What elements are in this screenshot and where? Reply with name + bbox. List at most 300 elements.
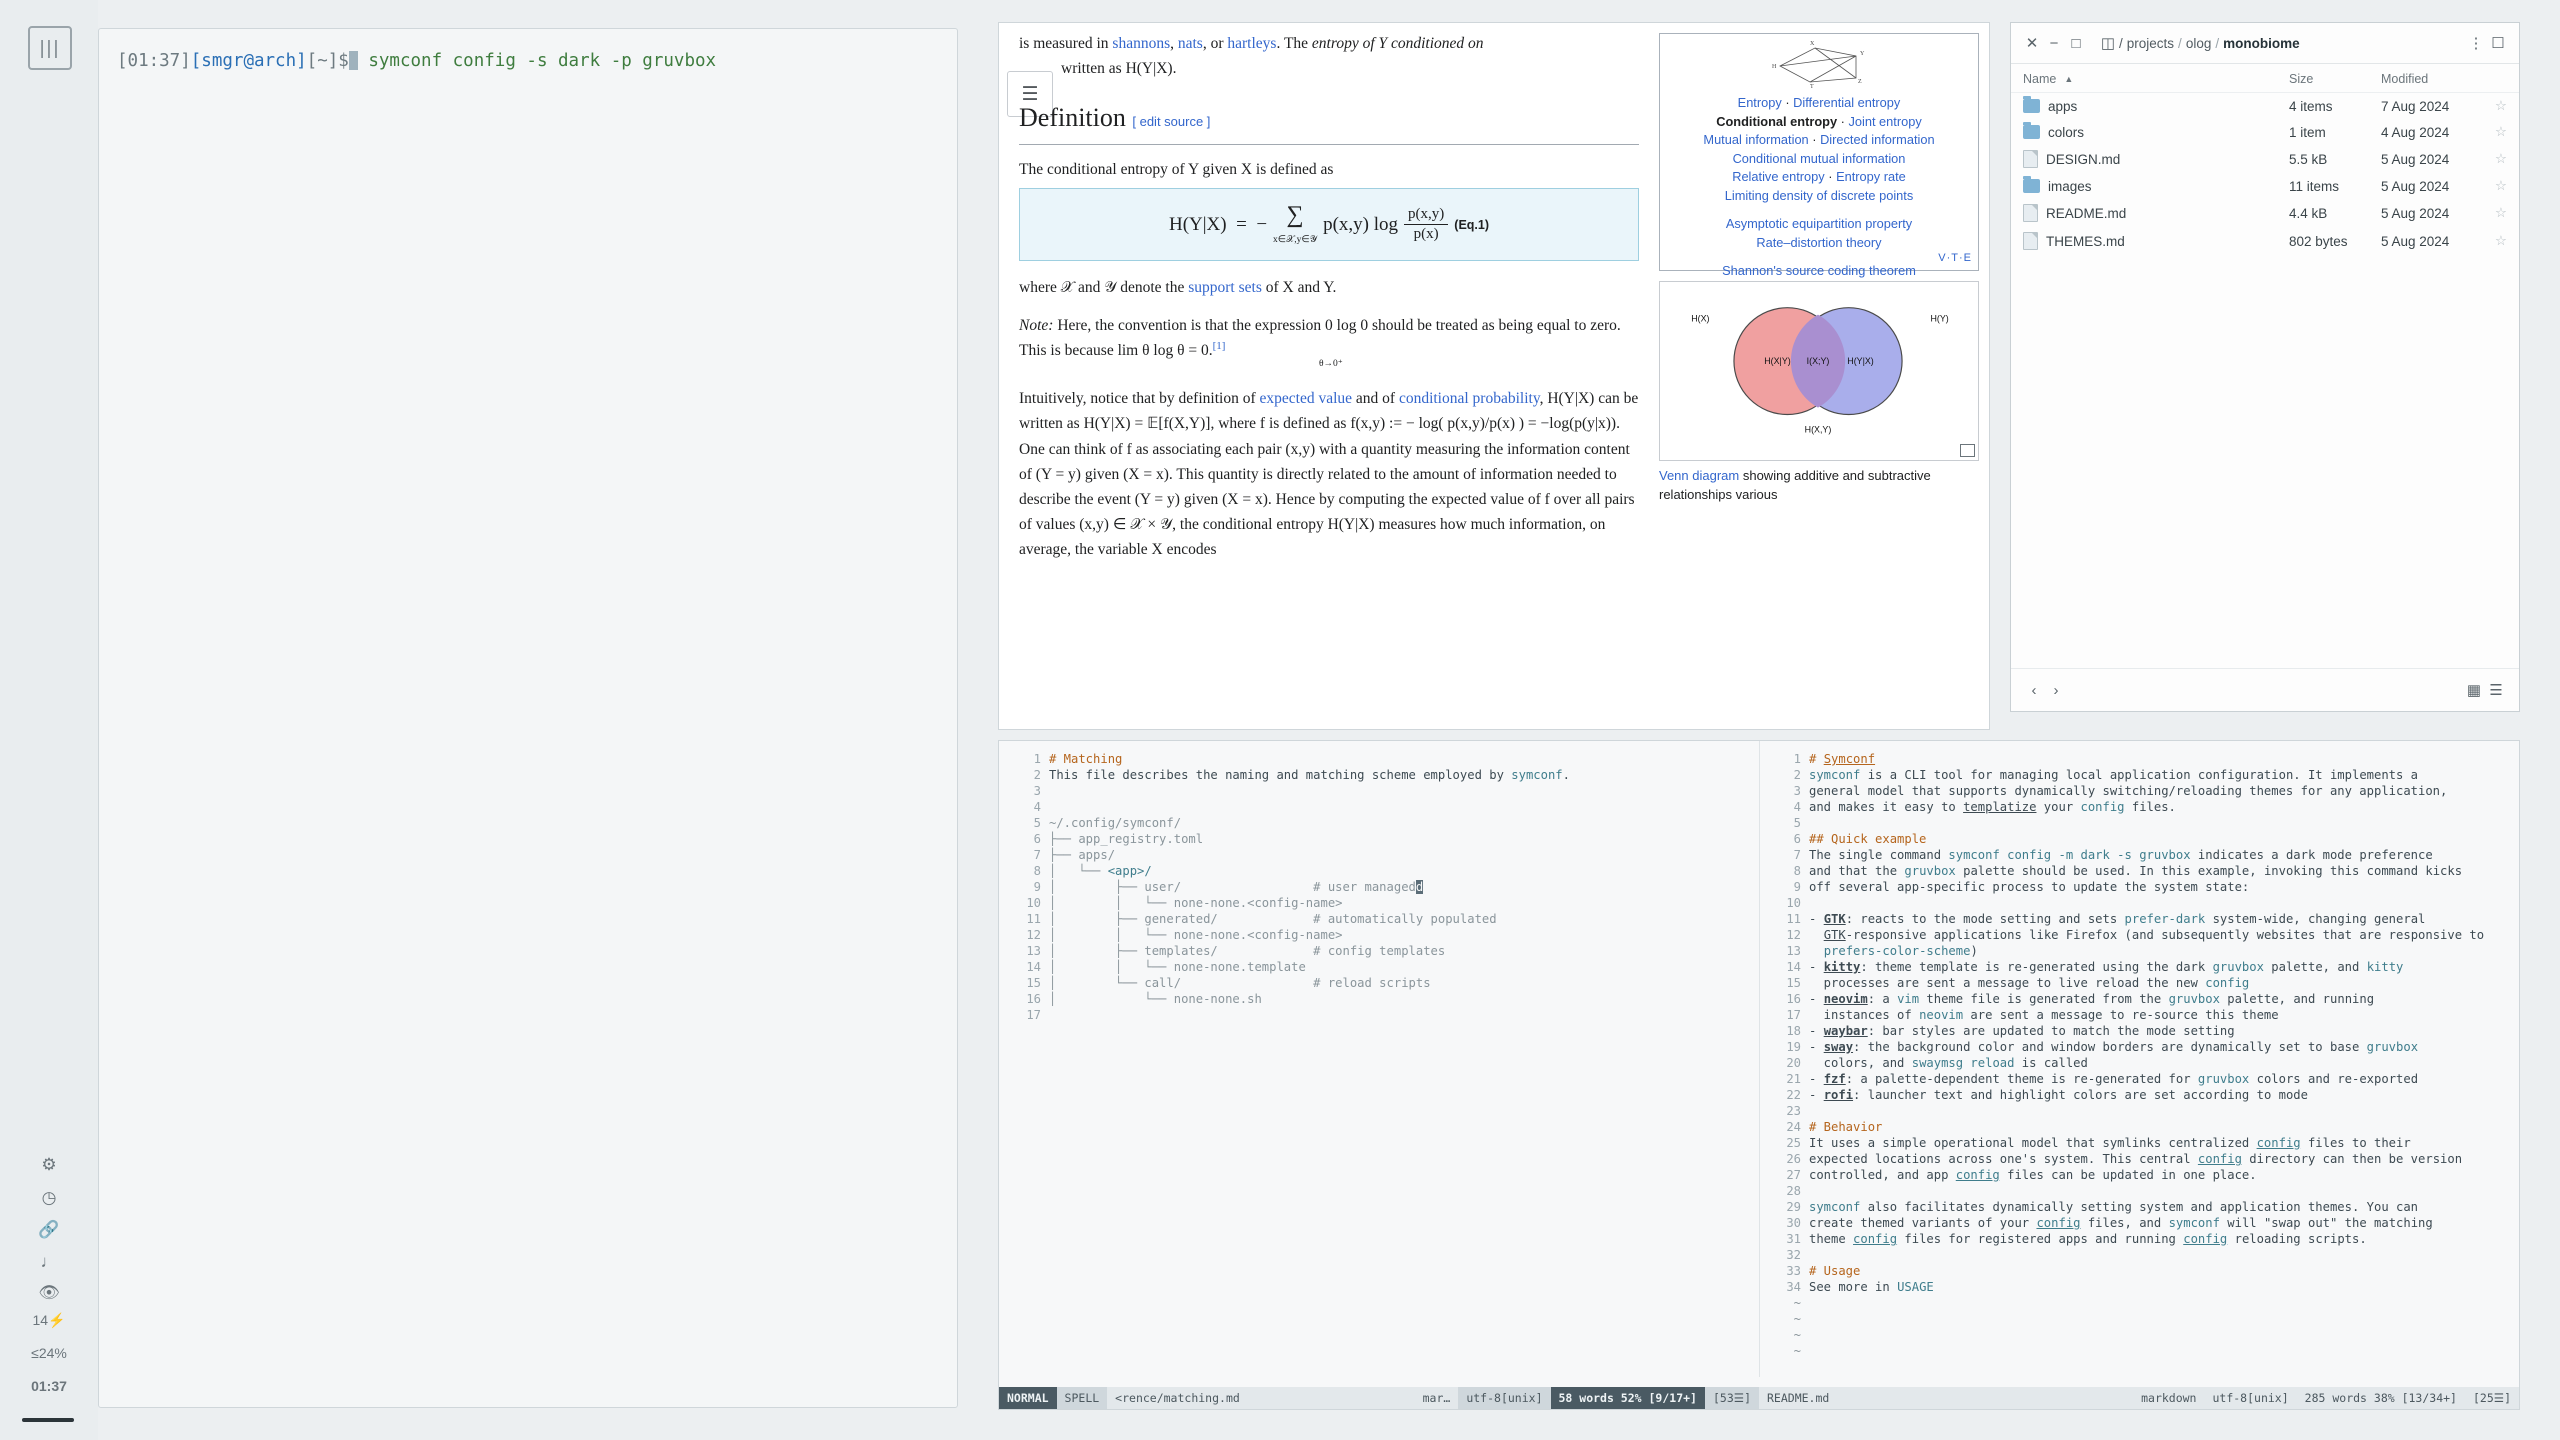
code-text [1049, 975, 1759, 991]
code-text [1049, 847, 1759, 863]
code-text [1049, 895, 1759, 911]
nb-aep[interactable]: Asymptotic equipartition property [1725, 216, 1913, 232]
svg-text:Y: Y [1860, 51, 1865, 57]
where-post: of X and Y. [1261, 279, 1337, 297]
star-icon[interactable]: ☆ [2494, 151, 2507, 166]
nb-sep: · [1781, 95, 1794, 110]
sort-indicator-icon: ▲ [2064, 74, 2074, 84]
code-text [1809, 1199, 2519, 1215]
new-tab-icon[interactable]: ☐ [2491, 35, 2505, 52]
code-text [1809, 1039, 2519, 1055]
where-pre: where 𝒳 and 𝒴 denote the [1019, 279, 1189, 297]
edit-source-link[interactable]: [ edit source ] [1132, 114, 1211, 130]
code-token: colors and re-exported [2249, 1072, 2419, 1086]
line-number: 18 [1786, 1024, 1801, 1038]
code-token: - [1809, 912, 1824, 926]
status-col: [25☰] [2472, 1391, 2511, 1405]
status-spell: SPELL [1057, 1387, 1108, 1409]
code-token: GTK [1823, 928, 1846, 942]
line-number: 11 [1026, 912, 1041, 926]
browser-article-window[interactable] [998, 22, 1990, 730]
code-token: gruvbox [2366, 1040, 2419, 1054]
code-token [1809, 928, 1824, 942]
code-text [1049, 911, 1759, 927]
code-token: See more in [1809, 1280, 1898, 1294]
nb-sep: · [1824, 169, 1837, 185]
terminal-cursor [349, 51, 358, 70]
code-token: ├── apps/ [1049, 848, 1116, 862]
link-conditional-probability[interactable]: conditional probability [1398, 390, 1540, 408]
line-number: 17 [1786, 1008, 1801, 1022]
tray-headphones-icon[interactable]: ♩ [40, 1252, 58, 1271]
nb-relative-entropy[interactable]: Relative entropy [1732, 169, 1825, 185]
code-token: files, and [2080, 1216, 2169, 1230]
code-token: palette, and running [2219, 992, 2375, 1006]
prompt-user: [smgr@arch] [190, 51, 307, 71]
code-token: │ └── [1049, 864, 1108, 878]
navbox-vte-links[interactable]: V·T·E [1938, 252, 1972, 265]
code-text [1809, 1231, 2519, 1247]
code-line [999, 895, 1759, 911]
code-text [1049, 991, 1759, 1007]
editor-cursor: d [1415, 880, 1424, 894]
expand-image-icon[interactable] [1960, 444, 1975, 457]
breadcrumb-item-current[interactable]: monobiome [2223, 35, 2300, 51]
code-token: ├── app_registry.toml [1049, 832, 1204, 846]
code-text [1809, 911, 2519, 927]
column-header-modified[interactable]: Modified [2381, 72, 2429, 86]
link-venn-diagram[interactable]: Venn diagram [1659, 468, 1740, 483]
code-text [1809, 1183, 2519, 1199]
code-line [1759, 975, 2519, 991]
code-line-empty: ~ [1793, 1312, 1801, 1326]
code-text [1049, 943, 1759, 959]
breadcrumb-item-projects[interactable]: projects [2126, 35, 2175, 51]
link-nats[interactable]: nats [1177, 35, 1203, 52]
code-token: files for registered apps and running [1897, 1232, 2184, 1246]
nb-source-coding[interactable]: Shannon's source coding theorem [1722, 263, 1916, 279]
section-title: Definition [1019, 103, 1126, 133]
code-line [999, 911, 1759, 927]
code-text [1049, 799, 1759, 815]
line-number: 26 [1786, 1152, 1801, 1166]
star-icon[interactable]: ☆ [2494, 178, 2507, 193]
editor-pane-right[interactable] [1759, 741, 2519, 1377]
code-line [1759, 943, 2519, 959]
code-token: swaymsg reload [1911, 1056, 2015, 1070]
editor-code-right [1759, 741, 2519, 1359]
status-filetype: markdown [2141, 1391, 2197, 1405]
code-token: create themed variants of your [1809, 1216, 2037, 1230]
code-token: general model that supports dynamically switching/reloading themes for any application, [1809, 784, 2448, 798]
grid-view-icon[interactable]: ▦ [2466, 682, 2482, 699]
line-number: 2 [1793, 768, 1801, 782]
code-token: theme file is generated from the [1919, 992, 2169, 1006]
status-bar-right [1759, 1387, 2519, 1409]
minimize-icon[interactable]: − [2049, 34, 2059, 52]
definition-sentence: The conditional entropy of Y given X is defined as [1019, 161, 1334, 179]
code-token: is a CLI tool for managing local application configuration. It implements a [1860, 768, 2419, 782]
navbox-row [1660, 131, 1978, 150]
code-line [999, 1007, 1759, 1023]
breadcrumb-item-olog[interactable]: olog [2185, 35, 2212, 51]
file-name: images [2048, 178, 2092, 194]
code-text [1809, 783, 2519, 799]
code-token: - [1809, 1072, 1824, 1086]
line-number: 31 [1786, 1232, 1801, 1246]
table-row[interactable] [2011, 119, 2519, 145]
code-token: config [2080, 800, 2125, 814]
line-number: 7 [1033, 848, 1041, 862]
code-token: : a palette-dependent theme is re-generated for [1845, 1072, 2198, 1086]
code-token: - [1809, 1088, 1824, 1102]
intro-line2: written as H(Y|X). [1061, 60, 1177, 78]
code-line-empty: ~ [1793, 1296, 1801, 1310]
launcher-button[interactable] [28, 26, 72, 70]
code-line [1759, 1103, 2519, 1119]
code-token: files. [2124, 800, 2176, 814]
status-mode: NORMAL [999, 1387, 1057, 1409]
editor-code-left [999, 741, 1759, 1023]
code-text [1809, 1103, 2519, 1119]
code-text [1049, 863, 1759, 879]
intro-mid: , or [1202, 35, 1228, 52]
nb-conditional-entropy: Conditional entropy [1716, 113, 1838, 129]
code-text [1809, 975, 2519, 991]
line-number: 30 [1786, 1216, 1801, 1230]
equation-text: H(Y|X) = − [1168, 213, 1268, 235]
status-encoding: utf-8[unix] [2212, 1391, 2289, 1405]
table-row[interactable] [2011, 145, 2519, 173]
line-number: 4 [1033, 800, 1041, 814]
code-text [1049, 783, 1759, 799]
code-token: indicates a dark mode preference [2190, 848, 2433, 862]
article-body [1019, 23, 1639, 729]
code-text [1809, 943, 2519, 959]
code-line [1759, 1039, 2519, 1055]
code-token: . [1562, 768, 1570, 782]
file-size: 4 items [2289, 98, 2333, 114]
chevron-left-icon[interactable]: ‹ [2031, 681, 2037, 699]
navbox-row [1660, 113, 1978, 132]
table-row[interactable] [2011, 199, 2519, 227]
line-number: 14 [1786, 960, 1801, 974]
code-token: fzf [1823, 1072, 1846, 1086]
file-name: THEMES.md [2046, 233, 2125, 249]
tray-clock-label[interactable]: 01:37 [31, 1378, 67, 1394]
file-modified: 4 Aug 2024 [2381, 124, 2450, 140]
list-view-icon[interactable]: ☰ [2489, 682, 2503, 699]
code-text [1809, 815, 2519, 831]
code-token: vim [1897, 992, 1920, 1006]
code-token: kitty [1823, 960, 1861, 974]
file-modified: 5 Aug 2024 [2381, 233, 2450, 249]
code-token: are sent a message to re-source this theme [1963, 1008, 2279, 1022]
venn-diagram-icon [1660, 282, 1978, 460]
close-icon[interactable]: ✕ [2025, 35, 2039, 52]
code-text [1809, 1007, 2519, 1023]
table-row[interactable] [2011, 173, 2519, 199]
file-size: 11 items [2289, 178, 2340, 194]
code-line [999, 879, 1759, 895]
code-token: gruvbox [2168, 992, 2220, 1006]
line-number: 8 [1033, 864, 1041, 878]
hamburger-icon: ☰ [1021, 83, 1039, 105]
nb-conditional-mutual-information[interactable]: Conditional mutual information [1732, 150, 1906, 166]
file-modified: 7 Aug 2024 [2381, 98, 2450, 114]
terminal-command: symconf config -s dark -p gruvbox [357, 51, 717, 71]
line-number: 1 [1793, 752, 1801, 766]
code-text [1809, 799, 2519, 815]
code-token: config [2183, 1232, 2228, 1246]
article-intro [1019, 31, 1639, 81]
file-manager-footer [2011, 668, 2519, 711]
intro-post: . The [1276, 35, 1312, 52]
star-icon[interactable]: ☆ [2494, 205, 2507, 220]
code-token: system-wide, changing general [2205, 912, 2426, 926]
note-reference[interactable]: [1] [1212, 339, 1226, 352]
para2-a: Intuitively, notice that by definition of [1019, 390, 1260, 408]
code-line [1759, 815, 2519, 831]
kebab-icon[interactable]: ⋮ [2468, 35, 2484, 52]
file-manager-toolbar [2011, 23, 2519, 64]
file-manager-window[interactable] [2010, 22, 2520, 712]
nb-limiting-density[interactable]: Limiting density of discrete points [1724, 187, 1914, 203]
line-number: 8 [1793, 864, 1801, 878]
nb-entropy-rate[interactable]: Entropy rate [1836, 169, 1906, 185]
code-token: config [2036, 1216, 2081, 1230]
terminal-window[interactable] [98, 28, 958, 1408]
code-line [999, 943, 1759, 959]
note-paragraph [1019, 313, 1639, 373]
line-number: 24 [1786, 1120, 1801, 1134]
code-token: config [1853, 1232, 1898, 1246]
line-number: 23 [1786, 1104, 1801, 1118]
line-number: 10 [1786, 896, 1801, 910]
chevron-right-icon[interactable]: › [2053, 681, 2059, 699]
tray-link-icon[interactable]: 🔗 [38, 1220, 60, 1239]
link-shannons[interactable]: shannons [1112, 35, 1171, 52]
code-token: kitty [2366, 960, 2404, 974]
code-line [1759, 1279, 2519, 1295]
code-token: : the background color and window borders are dynamically set to base [1853, 1040, 2367, 1054]
code-line [1759, 1023, 2519, 1039]
code-line [999, 767, 1759, 783]
code-token: -responsive applications like Firefox (and subsequently websites that are responsive to [1845, 928, 2485, 942]
line-number: 3 [1033, 784, 1041, 798]
code-line [1759, 1167, 2519, 1183]
code-token: config [1955, 1168, 2000, 1182]
code-line [999, 959, 1759, 975]
prompt-time: [01:37] [117, 51, 191, 71]
svg-text:X: X [1810, 41, 1815, 47]
code-text [1049, 959, 1759, 975]
code-line [1759, 959, 2519, 975]
code-token: files to their [2300, 1136, 2411, 1150]
code-token: - [1809, 960, 1824, 974]
link-support-sets[interactable]: support sets [1188, 279, 1262, 297]
code-line [1759, 1183, 2519, 1199]
support-sets-line [1019, 275, 1639, 300]
nb-mutual-information[interactable]: Mutual information [1703, 132, 1809, 148]
code-token: gruvbox [2212, 960, 2264, 974]
nb-diff-entropy[interactable]: Differential entropy [1793, 95, 1901, 110]
code-token: : reacts to the mode setting and sets [1845, 912, 2125, 926]
code-line [1759, 767, 2519, 783]
code-token: - [1809, 1024, 1824, 1038]
file-list [2011, 93, 2519, 255]
column-header-name[interactable]: Name ▲ [2023, 72, 2074, 86]
svg-text:I(X;Y): I(X;Y) [1806, 356, 1830, 367]
line-number: 16 [1786, 992, 1801, 1006]
nb-directed-information[interactable]: Directed information [1820, 132, 1935, 148]
line-number: 15 [1786, 976, 1801, 990]
code-text [1809, 1151, 2519, 1167]
code-token: templatize [1963, 800, 2037, 814]
sidebar-icon[interactable]: ◫ [2100, 35, 2116, 52]
status-col: [53☰] [1705, 1387, 1759, 1409]
link-hartleys[interactable]: hartleys [1227, 35, 1277, 52]
tray-shield-icon[interactable]: ⚙ [41, 1155, 57, 1174]
code-line [1759, 1087, 2519, 1103]
code-text [1809, 847, 2519, 863]
code-token: : a [1867, 992, 1898, 1006]
line-number: 28 [1786, 1184, 1801, 1198]
code-token: - [1809, 1040, 1824, 1054]
code-text [1809, 1087, 2519, 1103]
code-token: symconf [2168, 1216, 2220, 1230]
code-token: palette, and [2263, 960, 2367, 974]
code-token: │ ├── templates/ # config templates [1049, 944, 1446, 958]
star-icon[interactable]: ☆ [2494, 233, 2507, 248]
code-text [1809, 1263, 2519, 1279]
breadcrumb[interactable] [2119, 36, 2465, 51]
star-icon[interactable]: ☆ [2494, 124, 2507, 139]
line-number: 10 [1026, 896, 1041, 910]
code-token: config [2256, 1136, 2301, 1150]
information-theory-navbox [1659, 33, 1979, 279]
line-number: 5 [1033, 816, 1041, 830]
nb-joint-entropy[interactable]: Joint entropy [1848, 113, 1922, 129]
line-number: 25 [1786, 1136, 1801, 1150]
code-line [999, 991, 1759, 1007]
code-text [1809, 879, 2519, 895]
code-token: │ │ └── none-none.template [1049, 960, 1306, 974]
line-number: 6 [1793, 832, 1801, 846]
folder-icon [2023, 99, 2040, 113]
code-token: ## Quick example [1809, 832, 1927, 846]
table-row[interactable] [2011, 227, 2519, 255]
line-number: 27 [1786, 1168, 1801, 1182]
line-number: 19 [1786, 1040, 1801, 1054]
star-icon[interactable]: ☆ [2494, 98, 2507, 113]
nb-entropy[interactable]: Entropy [1737, 95, 1782, 110]
code-text [1049, 815, 1759, 831]
code-text [1809, 1247, 2519, 1263]
code-line [1759, 1007, 2519, 1023]
code-line [1759, 847, 2519, 863]
code-token: symconf [1809, 768, 1861, 782]
code-token: ) [1970, 944, 1978, 958]
code-token: palette should be used. In this example, invoking this command kicks [1955, 864, 2463, 878]
venn-diagram-figure[interactable] [1659, 281, 1979, 461]
breadcrumb-root[interactable]: / [2119, 35, 2123, 51]
line-number: 14 [1026, 960, 1041, 974]
svg-text:H(Y): H(Y) [1930, 313, 1949, 324]
code-line [1759, 911, 2519, 927]
note-limit: θ→0⁺ [1319, 358, 1343, 369]
file-icon [2023, 204, 2038, 222]
code-line [999, 799, 1759, 815]
status-file: README.md [1767, 1391, 1830, 1405]
code-token: and that the [1809, 864, 1905, 878]
para2-c: , H(Y|X) can be written as H(Y|X) = 𝔼[f(X,Y)], where f is defined as f(x,y) := − log( p(x,y)/p(x) ) = −log(p(y|x)). One can think of f as associating each pair (x,y) with a quantity measuring the information content of (Y = y) given (X = x). This quantity is directly related to the amount of information needed to describe the event (Y = y) given (X = x). Hence by computing the expected value of f over all pairs of values (x,y) ∈ 𝒳 × 𝒴, the conditional entropy H(Y|X) measures how much information, on average, the variable X encodes [1019, 390, 1639, 558]
nb-rate-distortion[interactable]: Rate–distortion theory [1756, 234, 1882, 250]
file-size: 802 bytes [2289, 233, 2348, 249]
code-line [999, 847, 1759, 863]
intro-sep1: , [1170, 35, 1178, 52]
code-token: reloading scripts. [2227, 1232, 2367, 1246]
code-text [1809, 1023, 2519, 1039]
code-text [1809, 927, 2519, 943]
tray-clock-icon[interactable]: ◷ [41, 1188, 57, 1207]
code-token: your [2036, 800, 2081, 814]
maximize-icon[interactable]: □ [2071, 34, 2081, 52]
code-line [999, 975, 1759, 991]
code-text [1809, 863, 2519, 879]
table-row[interactable] [2011, 93, 2519, 119]
file-modified: 5 Aug 2024 [2381, 151, 2450, 167]
tray-battery-label[interactable]: 14⚡ [32, 1312, 66, 1328]
sum-symbol: ∑ [1286, 202, 1304, 229]
code-token: neovim [1823, 992, 1868, 1006]
tray-volume-label[interactable]: ≤24% [31, 1345, 67, 1361]
file-size: 5.5 kB [2289, 151, 2328, 167]
svg-text:H(X|Y): H(X|Y) [1764, 356, 1791, 367]
code-token: ~/.config/symconf/ [1049, 816, 1182, 830]
line-number: 32 [1786, 1248, 1801, 1262]
code-text [1809, 831, 2519, 847]
svg-text:Z: Z [1858, 79, 1862, 85]
line-number: 22 [1786, 1088, 1801, 1102]
code-token: rofi [1823, 1088, 1854, 1102]
code-text [1809, 1119, 2519, 1135]
navbox-row [1660, 168, 1978, 187]
status-encoding: utf-8[unix] [1458, 1387, 1550, 1409]
link-expected-value[interactable]: expected value [1259, 390, 1353, 408]
line-number: 4 [1793, 800, 1801, 814]
section-heading [1019, 97, 1639, 145]
tray-eye-off-icon[interactable]: 👁 [38, 1283, 60, 1302]
fraction-numerator: p(x,y) [1404, 206, 1448, 225]
code-text [1809, 895, 2519, 911]
code-token: will "swap out" the matching [2219, 1216, 2433, 1230]
intro-italic: entropy of Y conditioned on [1311, 35, 1484, 52]
line-number: 33 [1786, 1264, 1801, 1278]
code-token: also facilitates dynamically setting system and application themes. You can [1860, 1200, 2419, 1214]
line-number: 20 [1786, 1056, 1801, 1070]
line-number: 9 [1793, 880, 1801, 894]
breadcrumb-separator: / [2178, 35, 2182, 51]
line-number: 21 [1786, 1072, 1801, 1086]
column-header-size[interactable]: Size [2289, 72, 2314, 86]
code-text [1049, 1007, 1759, 1023]
text-editor-window[interactable] [998, 740, 2520, 1410]
editor-pane-left[interactable] [999, 741, 1760, 1377]
line-number: 7 [1793, 848, 1801, 862]
status-words: 285 words 38% [13/34+] [2304, 1391, 2457, 1405]
line-number: 13 [1026, 944, 1041, 958]
